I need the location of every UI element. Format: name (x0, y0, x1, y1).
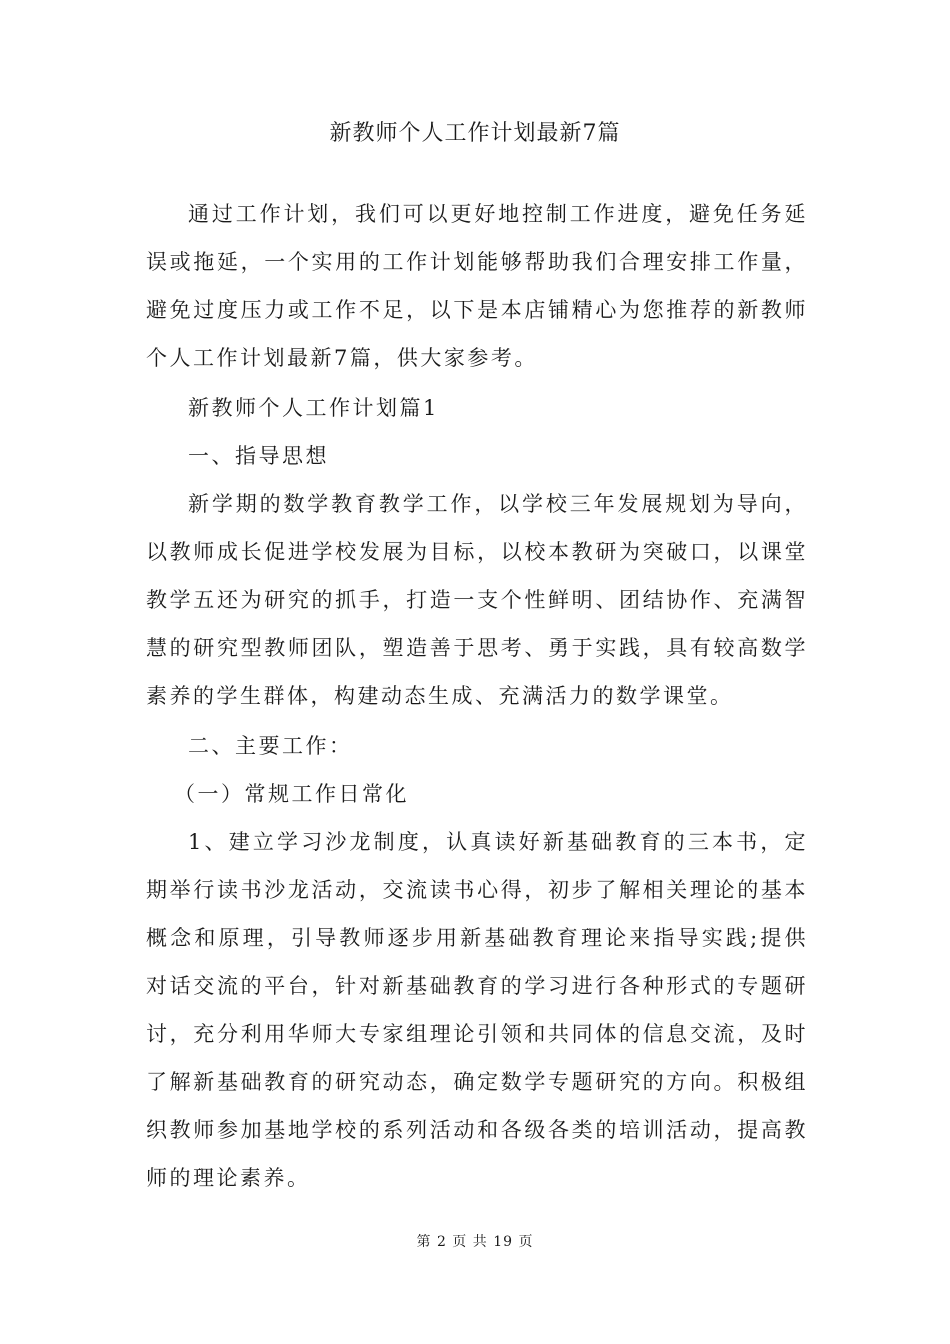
document-body (146, 190, 808, 1204)
routine-work-paragraph: 1、建立学习沙龙制度，认真读好新基础教育的三本书，定期举行读书沙龙活动，交流读书心得，初步了解相关理论的基本概念和原理，引导教师逐步用新基础教育理论来指导实践;提供对话交流的平台，针对新基础教育的学习进行各种形式的专题研讨，充分利用华师大专家组理论引领和共同体的信息交流，及时了解新基础教育的研究动态，确定数学专题研究的方向。积极组织教师参加基地学校的系列活动和各级各类的培训活动，提高教师的理论素养。 (146, 830, 808, 1190)
section-heading-guiding-idea: 一、指导思想 (188, 444, 329, 468)
section-heading-main-work: 二、主要工作： (188, 734, 353, 758)
document-title: 新教师个人工作计划最新7篇 (329, 121, 621, 146)
guiding-idea-paragraph: 新学期的数学教育教学工作，以学校三年发展规划为导向，以教师成长促进学校发展为目标，以校本教研为突破口，以课堂教学五还为研究的抓手，打造一支个性鲜明、团结协作、充满智慧的研究型教师团队，塑造善于思考、勇于实践，具有较高数学素养的学生群体，构建动态生成、充满活力的数学课堂。 (146, 492, 808, 708)
subsection-heading-routine-work: （一）常规工作日常化 (174, 782, 409, 806)
intro-paragraph: 通过工作计划，我们可以更好地控制工作进度，避免任务延误或拖延，一个实用的工作计划能够帮助我们合理安排工作量，避免过度压力或工作不足，以下是本店铺精心为您推荐的新教师个人工作计划最新7篇，供大家参考。 (146, 202, 808, 370)
page-number-footer: 第 2 页 共 19 页 (416, 1234, 534, 1250)
section-heading-plan-1: 新教师个人工作计划篇1 (188, 396, 439, 420)
